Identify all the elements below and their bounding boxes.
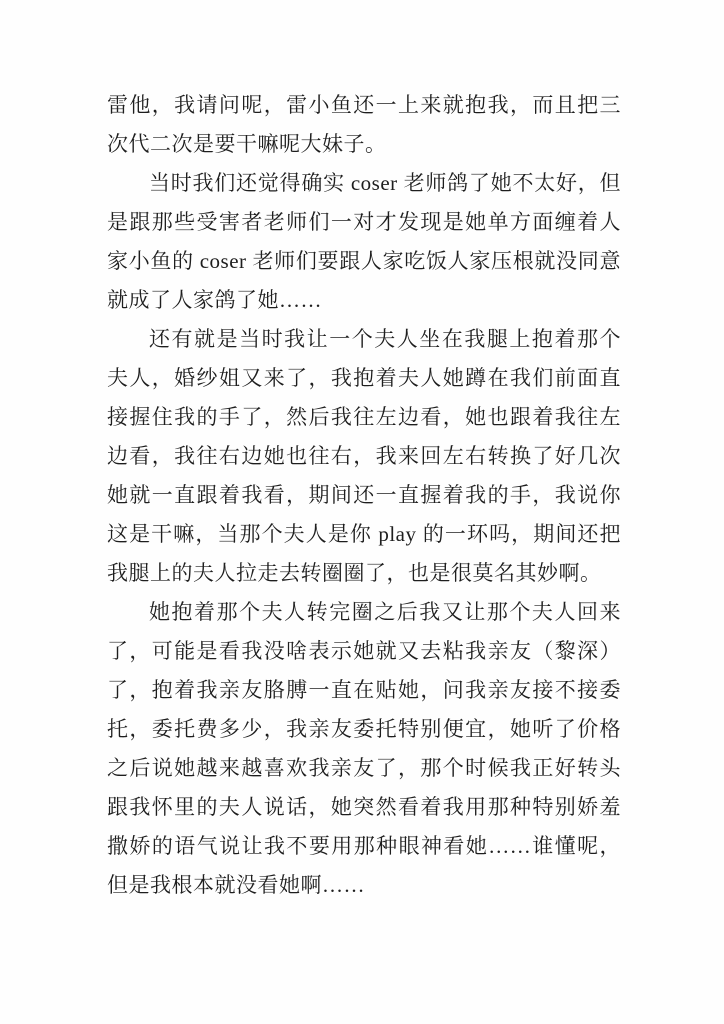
paragraph: 雷他，我请问呢，雷小鱼还一上来就抱我，而且把三次代二次是要干嘛呢大妹子。 bbox=[107, 93, 621, 156]
paragraph: 当时我们还觉得确实 coser 老师鸽了她不太好，但是跟那些受害者老师们一对才发现是她单方面缠着人家小鱼的 coser 老师们要跟人家吃饭人家压根就没同意就成了人家鸽了她…… bbox=[107, 171, 621, 312]
paragraph: 还有就是当时我让一个夫人坐在我腿上抱着那个夫人，婚纱姐又来了，我抱着夫人她蹲在我们前面直接握住我的手了，然后我往左边看，她也跟着我往左边看，我往右边她也往右，我来回左右转换了好几次她就一直跟着我看，期间还一直握着我的手，我说你这是干嘛，当那个夫人是你 play 的一环吗，期间还把我腿上的夫人拉走去转圈圈了，也是很莫名其妙啊。 bbox=[107, 327, 621, 585]
paragraph: 她抱着那个夫人转完圈之后我又让那个夫人回来了，可能是看我没啥表示她就又去粘我亲友（黎深）了，抱着我亲友胳膊一直在贴她，问我亲友接不接委托，委托费多少，我亲友委托特别便宜，她听了价格之后说她越来越喜欢我亲友了，那个时候我正好转头跟我怀里的夫人说话，她突然看着我用那种特别娇羞撒娇的语气说让我不要用那种眼神看她……谁懂呢，但是我根本就没看她啊…… bbox=[107, 600, 621, 897]
article-body bbox=[107, 86, 621, 905]
